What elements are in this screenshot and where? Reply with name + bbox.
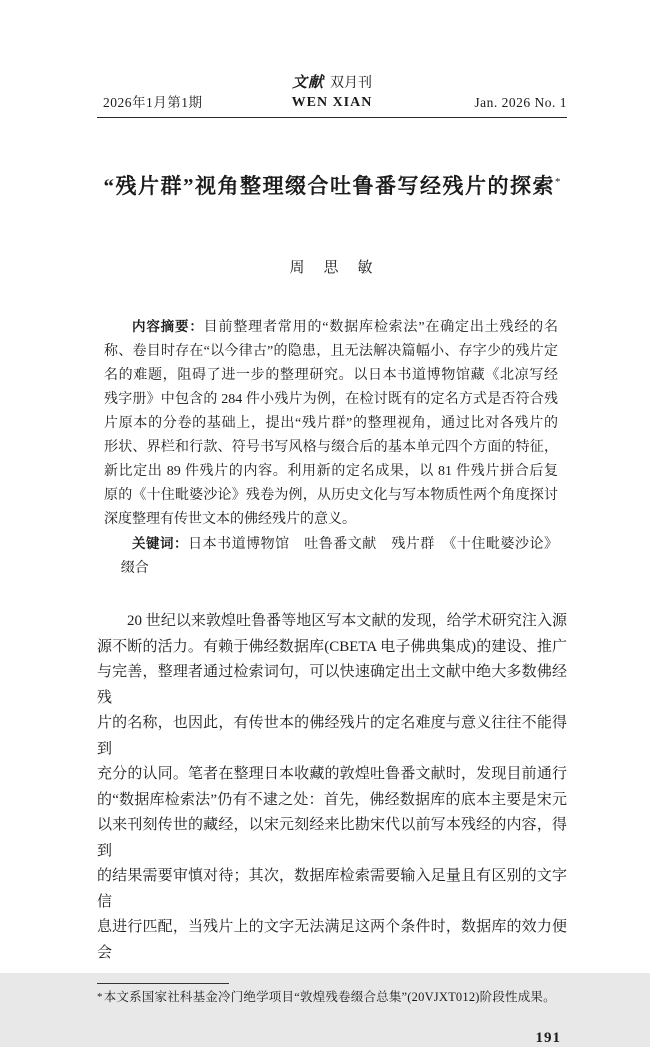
body-line: 片的名称，也因此，有传世本的佛经残片的定名难度与意义往往不能得到	[97, 715, 567, 757]
abstract-label: 内容摘要：	[132, 319, 204, 334]
author-name: 周 思 敏	[289, 260, 375, 276]
body-line: 的“数据库检索法”仍有不逮之处：首先，佛经数据库的底本主要是宋元	[97, 791, 567, 808]
body-line: 以来刊刻传世的藏经，以宋元刻经来比勘宋代以前写本残经的内容，得到	[97, 817, 567, 859]
footnote-divider	[97, 983, 229, 984]
abstract-line: 名的难题，阻碍了进一步的整理研究。以日本书道博物馆藏《北凉写经	[104, 368, 558, 383]
keywords-line: 缀合	[120, 561, 149, 576]
body-line: 与完善，整理者通过检索词句，可以快速确定出土文献中绝大多数佛经残	[97, 664, 567, 706]
journal-frequency: 双月刊	[330, 76, 372, 91]
abstract-line: 新比定出 89 件残片的内容。利用新的定名成果，以 81 件残片拼合后复	[104, 464, 558, 479]
article-title	[97, 167, 567, 201]
body-line: 充分的认同。笔者在整理日本收藏的敦煌吐鲁番文献时，发现目前通行	[97, 766, 567, 782]
footnote-text: 本文系国家社科基金冷门绝学项目“敦煌残卷缀合总集”(20VJXT012)阶段性成果。	[103, 990, 556, 1004]
body-line: 的结果需要审慎对待；其次，数据库检索需要输入足量且有区别的文字信	[97, 868, 567, 910]
footnote	[97, 989, 567, 1006]
page-footer	[97, 983, 567, 1047]
issue-date-cn: 2026年1月第1期	[103, 95, 203, 110]
abstract-line: 残字册》中包含的 284 件小残片为例，在检讨既有的定名方式是否符合残	[104, 392, 558, 407]
abstract-line	[104, 315, 558, 340]
journal-name-en: WEN XIAN	[291, 95, 373, 110]
body-section	[97, 609, 567, 966]
abstract-section	[104, 315, 558, 581]
title-footnote-mark: *	[555, 176, 561, 188]
journal-masthead	[97, 0, 567, 92]
page-number: 191	[535, 1030, 561, 1046]
journal-logo: 文献	[291, 75, 324, 91]
page-content	[97, 0, 567, 1047]
keywords-line	[104, 532, 558, 557]
article-title-text: “残片群”视角整理缀合吐鲁番写经残片的探索	[103, 174, 555, 198]
header-divider	[97, 117, 567, 118]
body-line: 20 世纪以来敦煌吐鲁番等地区写本文献的发现，给学术研究注入源	[127, 613, 567, 629]
abstract-line: 称、卷目时存在“以今律古”的隐患，且无法解决篇幅小、存字少的残片定	[104, 344, 558, 359]
footnote-mark: *	[97, 991, 103, 1003]
body-line: 源不断的活力。有赖于佛经数据库(CBETA 电子佛典集成)的建设、推广	[97, 638, 567, 655]
page-header	[97, 0, 567, 118]
abstract-line-text: 目前整理者常用的“数据库检索法”在确定出土残经的名	[203, 320, 558, 335]
abstract-line: 深度整理有传世文本的佛经残片的意义。	[104, 512, 356, 527]
body-line: 息进行匹配，当残片上的文字无法满足这两个条件时，数据库的效力便会	[97, 919, 567, 961]
abstract-line: 片原本的分卷的基础上，提出“残片群”的整理视角，通过比对各残片的	[104, 416, 558, 431]
keywords-label: 关键词：	[132, 536, 189, 551]
abstract-line: 形状、界栏和行款、符号书写风格与缀合后的基本单元四个方面的特征，	[104, 440, 558, 455]
keywords-text: 日本书道博物馆 吐鲁番文献 残片群 《十住毗婆沙论》	[188, 537, 559, 552]
journal-info-row	[97, 94, 567, 111]
issue-date-en: Jan. 2026 No. 1	[474, 95, 567, 110]
abstract-line: 原的《十住毗婆沙论》残卷为例，从历史文化与写本物质性两个角度探讨	[104, 488, 558, 503]
